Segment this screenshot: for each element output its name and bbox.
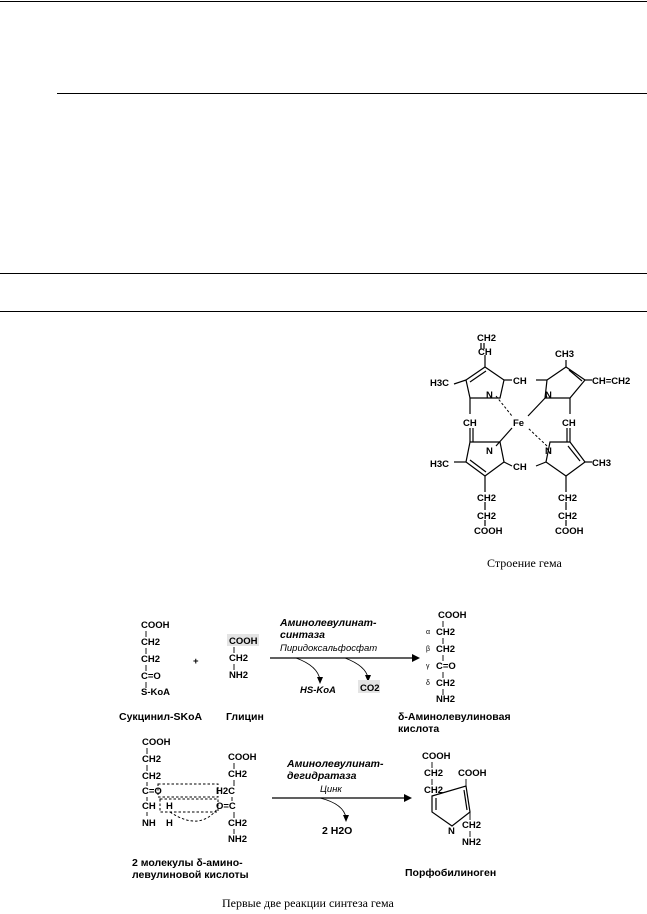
svg-text:C=O: C=O — [141, 671, 161, 682]
svg-text:COOH: COOH — [141, 620, 170, 631]
svg-text:2 H2O: 2 H2O — [322, 825, 353, 837]
svg-text:NH2: NH2 — [229, 670, 249, 681]
heme-label-cooh-right: COOH — [555, 526, 584, 537]
heme-label-ch-meso-right: CH — [562, 418, 576, 429]
heme-label-ch2-right-1: CH2 — [558, 493, 578, 504]
heme-label-ch3-top-right: CH3 — [555, 349, 575, 360]
svg-text:CH2: CH2 — [436, 644, 456, 655]
heme-label-ch-meso-bottom: CH — [513, 462, 527, 473]
succinyl-skoa-name: Сукцинил-SKoA — [119, 711, 203, 723]
two-ala-name-line1: 2 молекулы δ-амино- — [132, 857, 243, 869]
svg-text:α: α — [426, 629, 431, 636]
svg-text:COOH: COOH — [438, 610, 467, 621]
svg-text:β: β — [426, 646, 431, 653]
heme-label-fe: Fe — [513, 418, 525, 429]
svg-text:CH2: CH2 — [229, 653, 249, 664]
glycine-structure — [226, 634, 264, 723]
ala-name-line1: δ-Аминолевулиновая — [398, 711, 511, 723]
reactions-caption: Первые две реакции синтеза гема — [222, 896, 394, 910]
heme-label-n4: N — [545, 446, 552, 457]
svg-text:CH2: CH2 — [436, 678, 456, 689]
svg-text:CH2: CH2 — [436, 627, 456, 638]
svg-text:NH: NH — [142, 818, 156, 829]
heme-label-ch-meso-left: CH — [463, 418, 477, 429]
heme-label-n3: N — [486, 446, 493, 457]
heme-label-ch2-right-2: CH2 — [558, 511, 578, 522]
heme-label-n1: N — [486, 390, 493, 401]
svg-text:CH2: CH2 — [142, 771, 162, 782]
svg-text:NH2: NH2 — [462, 837, 482, 848]
porphobilinogen-name: Порфобилиноген — [405, 867, 497, 879]
svg-text:S-KoA: S-KoA — [141, 687, 171, 698]
svg-text:H: H — [166, 818, 173, 829]
svg-text:CH2: CH2 — [228, 769, 248, 780]
svg-text:COOH: COOH — [142, 737, 171, 748]
heme-label-ch-top: CH — [478, 347, 492, 358]
reaction1-arrow — [270, 617, 420, 696]
svg-text:Аминолевулинат-: Аминолевулинат- — [287, 758, 384, 770]
svg-text:CH2: CH2 — [141, 637, 161, 648]
heme-label-ch3-bottom-right: CH3 — [592, 458, 612, 469]
heme-label-ch2-top: CH2 — [477, 333, 497, 344]
svg-text:CH2: CH2 — [462, 820, 482, 831]
svg-text:COOH: COOH — [229, 636, 258, 647]
svg-text:Пиридоксальфосфат: Пиридоксальфосфат — [280, 643, 378, 654]
glycine-name: Глицин — [226, 711, 264, 723]
heme-label-n2: N — [545, 390, 552, 401]
svg-text:Цинк: Цинк — [320, 784, 342, 795]
heme-label-vinyl-right: CH=CH2 — [592, 376, 631, 387]
svg-text:CH2: CH2 — [142, 754, 162, 765]
heme-label-ch2-left-2: CH2 — [477, 511, 497, 522]
svg-text:NH2: NH2 — [228, 834, 248, 845]
two-ala-molecules-structure — [132, 737, 257, 881]
svg-text:Аминолевулинат-: Аминолевулинат- — [280, 617, 377, 629]
aminolevulinic-acid-structure — [398, 610, 511, 735]
ala-name-line2: кислота — [398, 723, 440, 735]
heme-label-h3c-left: H3C — [430, 378, 450, 389]
plus-sign: + — [193, 656, 199, 667]
svg-text:HS-KoA: HS-KoA — [300, 685, 336, 696]
svg-text:CH2: CH2 — [228, 818, 248, 829]
svg-text:COOH: COOH — [228, 752, 257, 763]
heme-label-ch-meso-top: CH — [513, 376, 527, 387]
svg-text:γ: γ — [426, 663, 430, 670]
svg-text:δ: δ — [426, 680, 430, 687]
heme-label-h3c-bottom-left: H3C — [430, 459, 450, 470]
heme-caption: Строение гема — [487, 556, 562, 570]
porphobilinogen-structure — [405, 751, 496, 879]
svg-text:C=O: C=O — [142, 786, 162, 797]
svg-text:CH2: CH2 — [424, 768, 444, 779]
svg-text:дегидратаза: дегидратаза — [287, 770, 357, 782]
svg-text:CH2: CH2 — [424, 785, 444, 796]
svg-text:COOH: COOH — [458, 768, 487, 779]
heme-label-cooh-left: COOH — [474, 526, 503, 537]
heme-label-ch2-left-1: CH2 — [477, 493, 497, 504]
svg-text:C=O: C=O — [436, 661, 456, 672]
svg-text:CO2: CO2 — [360, 683, 380, 694]
svg-text:CH: CH — [142, 801, 156, 812]
svg-text:NH2: NH2 — [436, 694, 456, 705]
svg-text:CH2: CH2 — [141, 654, 161, 665]
svg-text:COOH: COOH — [422, 751, 451, 762]
svg-text:синтаза: синтаза — [280, 629, 325, 641]
reaction2-arrow — [272, 758, 412, 837]
svg-text:H2C: H2C — [216, 786, 236, 797]
svg-text:N: N — [448, 826, 455, 837]
svg-text:O=C: O=C — [216, 801, 236, 812]
succinyl-skoa-structure — [119, 620, 203, 723]
two-ala-name-line2: левулиновой кислоты — [132, 869, 249, 881]
svg-text:H: H — [166, 801, 173, 812]
